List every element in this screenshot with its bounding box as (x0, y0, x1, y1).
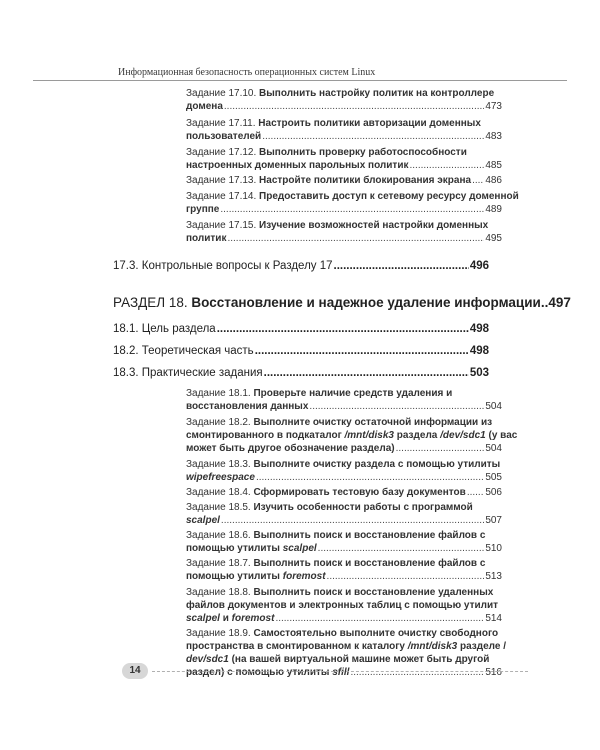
toc-section-18-2[interactable]: 18.2. Теоретическая часть ..... 498 (113, 344, 489, 358)
toc-task-17-14[interactable]: Задание 17.14. Предоставить доступ к сетевому ресурсу доменной группе ..... 489 (186, 190, 502, 216)
toc-task-18-8[interactable]: Задание 18.8. Выполнить поиск и восстановление удаленных файлов документов и электронных таблиц с помощью утилит scalpel и foremost ..... 514 (186, 586, 502, 625)
toc-task-18-1[interactable]: Задание 18.1. Проверьте наличие средств удаления и восстановления данных ..... 504 (186, 387, 502, 413)
header-rule (33, 80, 567, 81)
leader-dots (220, 203, 484, 216)
leader-dots (318, 542, 485, 555)
toc-section-17-3[interactable]: 17.3. Контрольные вопросы к Разделу 17 ..... 496 (113, 259, 489, 273)
leader-dots (255, 344, 469, 358)
toc-task-18-2[interactable]: Задание 18.2. Выполните очистку остаточной информации из смонтированного в подкаталог /mnt/disk3 раздела /dev/sdc1 (у вас может быть другое обозначение раздела) ..... 504 (186, 416, 502, 455)
toc-task-17-15[interactable]: Задание 17.15. Изучение возможностей настройки доменных политик ..... 495 (186, 219, 502, 245)
toc-task-17-11[interactable]: Задание 17.11. Настроить политики авторизации доменных пользователей ..... 483 (186, 117, 502, 143)
toc-task-17-10[interactable]: Задание 17.10. Выполнить настройку политик на контроллере домена ..... 473 (186, 87, 502, 113)
footer-rule (152, 671, 528, 672)
leader-dots (224, 100, 484, 113)
toc-task-17-13[interactable]: Задание 17.13. Настройте политики блокирования экрана ..... 486 (186, 174, 502, 187)
leader-dots (264, 366, 469, 380)
running-head: Информационная безопасность операционных систем Linux (118, 67, 376, 78)
leader-dots (221, 514, 484, 527)
leader-dots (334, 259, 469, 273)
toc-task-18-4[interactable]: Задание 18.4. Сформировать тестовую базу документов ..... 506 (186, 486, 502, 499)
leader-dots (262, 130, 484, 143)
leader-dots (217, 322, 469, 336)
leader-dots (275, 612, 484, 625)
page-number-badge: 14 (122, 663, 148, 679)
toc-task-17-12[interactable]: Задание 17.12. Выполнить проверку работоспособности настроенных доменных парольных политик ..... 485 (186, 146, 502, 172)
toc-section-18-1[interactable]: 18.1. Цель раздела ..... 498 (113, 322, 489, 336)
toc-task-18-3[interactable]: Задание 18.3. Выполните очистку раздела с помощью утилиты wipefreespace ..... 505 (186, 458, 502, 484)
toc-task-18-6[interactable]: Задание 18.6. Выполнить поиск и восстановление файлов с помощью утилиты scalpel ..... 510 (186, 529, 502, 555)
leader-dots (467, 486, 485, 499)
leader-dots (256, 471, 484, 484)
toc-part-18[interactable]: РАЗДЕЛ 18. Восстановление и надежное удаление информации..497 (113, 295, 571, 310)
leader-dots (409, 159, 484, 172)
toc-task-18-9[interactable]: Задание 18.9. Самостоятельно выполните очистку свободного пространства в смонтированном к каталогу /mnt/disk3 разделе / dev/sdc1 (на вашей виртуальной машине может быть другой раздел) с помощью утилиты sfill ..... 516 (186, 627, 502, 679)
toc-section-18-3[interactable]: 18.3. Практические задания ..... 503 (113, 366, 489, 380)
leader-dots (327, 570, 485, 583)
toc-task-18-7[interactable]: Задание 18.7. Выполнить поиск и восстановление файлов с помощью утилиты foremost ..... 513 (186, 557, 502, 583)
leader-dots (350, 666, 484, 679)
toc-task-18-5[interactable]: Задание 18.5. Изучить особенности работы с программой scalpel ..... 507 (186, 501, 502, 527)
leader-dots (472, 174, 484, 187)
leader-dots (309, 400, 484, 413)
leader-dots (396, 442, 485, 455)
leader-dots (227, 232, 484, 245)
